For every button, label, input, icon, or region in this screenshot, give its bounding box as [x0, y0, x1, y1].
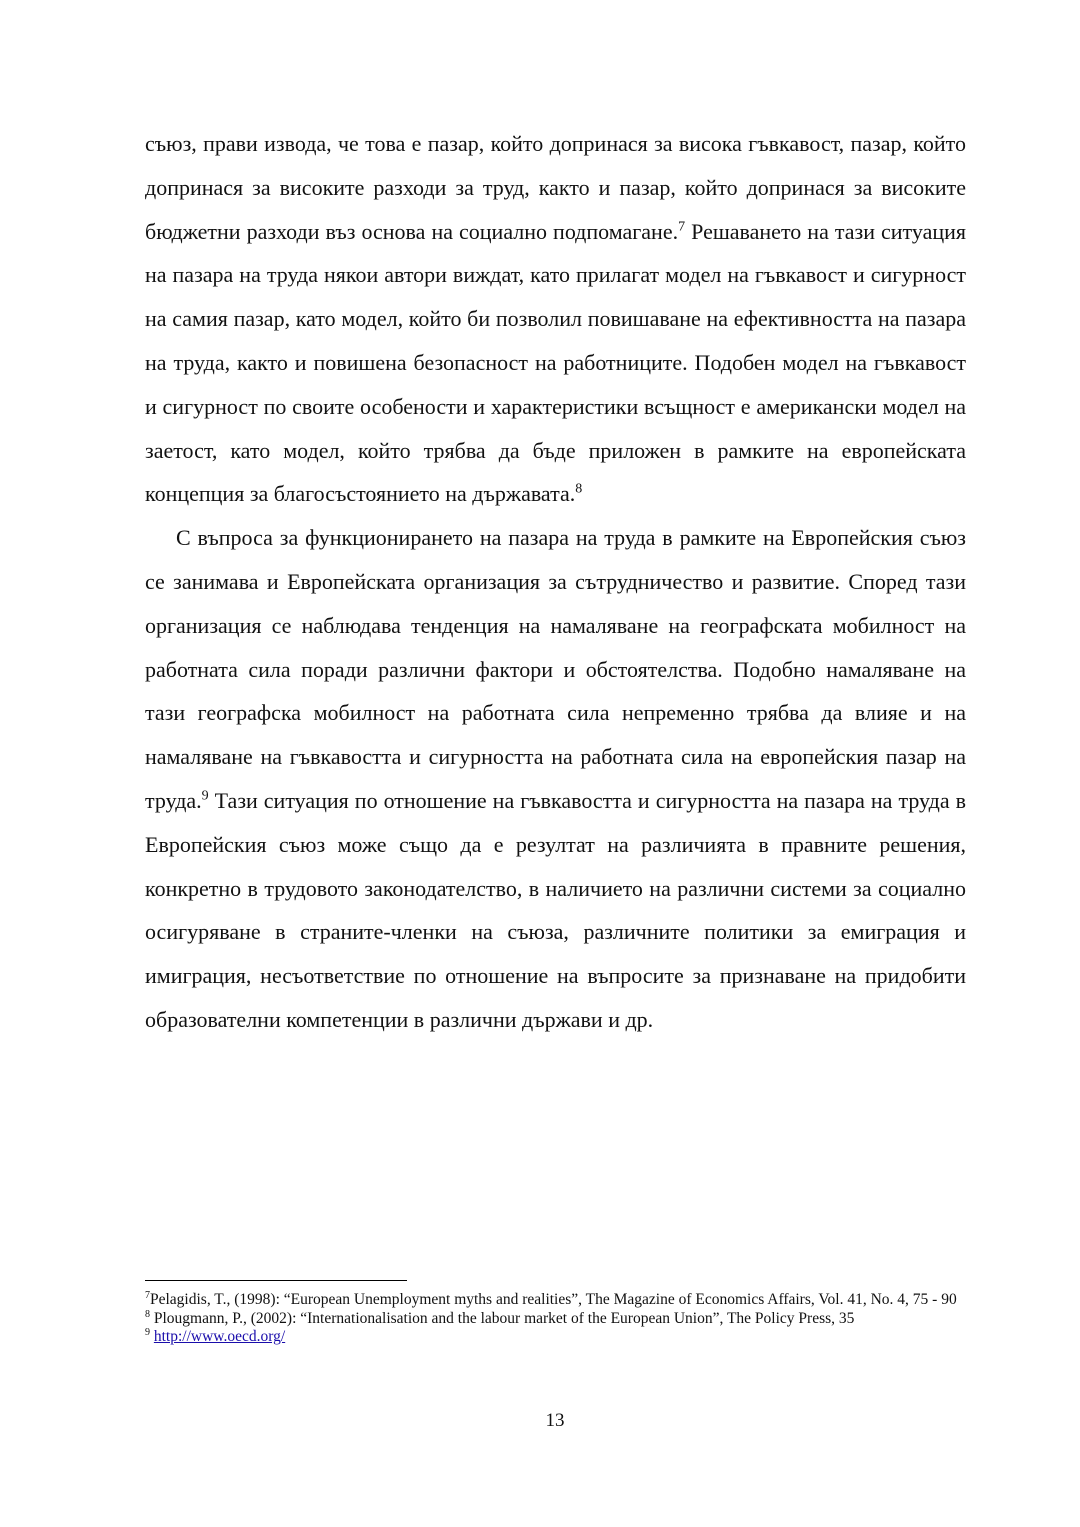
- footnote-ref-7[interactable]: 7: [678, 219, 686, 235]
- oecd-link[interactable]: http://www.oecd.org/: [153, 1328, 286, 1345]
- page-number: 13: [545, 1410, 565, 1431]
- footnote-number: 9: [145, 1326, 150, 1338]
- footnote-7: [145, 1291, 966, 1310]
- footnote-separator: [145, 1280, 407, 1281]
- footnotes: [145, 1280, 966, 1347]
- paragraph-2-text-b: Тази ситуация по отношение на гъвкавостта и сигурността на пазара на труда в Европейския съюз може също да е резултат на различията в правните решения, конкретно в трудовото законодателство, в наличието на различни системи за социално осигуряване в страните-членки на съюза, различните политики за емиграция и имиграция, несъответствие по отношение на въпросите за признаване на придобити образователни компетенции в различни държави и др.: [145, 787, 966, 1032]
- footnote-9: [145, 1328, 966, 1347]
- paragraph-1-text-b: Решаването на тази ситуация на пазара на труда някои автори виждат, като прилагат модел на гъвкавост и сигурност на самия пазар, като модел, който би позволил повишаване на ефективността на пазара на труда, както и повишена безопасност на работниците. Подобен модел на гъвкавост и сигурност по своите особености и характеристики всъщност е американски модел на заетост, като модел, който трябва да бъде приложен в рамките на европейската концепция за благосъстоянието на държавата.: [145, 218, 966, 507]
- footnote-ref-8[interactable]: 8: [575, 482, 583, 498]
- paragraph-2-text-a: С въпроса за функционирането на пазара на труда в рамките на Европейския съюз се занимава и Европейската организация за сътрудничество и развитие. Според тази организация се наблюдава тенденция на намаляване на географската мобилност на работната сила поради различни фактори и обстоятелства. Подобно намаляване на тази географска мобилност на работната сила непременно трябва да влияе и на намаляване на гъвкавостта и сигурността на работната сила на европейския пазар на труда.: [145, 525, 966, 813]
- paragraph-1: [145, 122, 966, 516]
- document-body: [145, 122, 966, 1042]
- paragraph-2: [145, 516, 966, 1042]
- footnote-number: 7: [145, 1289, 150, 1301]
- footnote-number: 8: [145, 1308, 150, 1320]
- footnote-ref-9[interactable]: 9: [201, 788, 209, 804]
- paragraph-1-text-a: съюз, прави извода, че това е пазар, който допринася за висока гъвкавост, пазар, който допринася за високите разходи за труд, както и пазар, който допринася за високите бюджетни разходи въз основа на социално подпомагане.: [145, 131, 966, 244]
- footnote-text: Plougmann, P., (2002): “Internationalisation and the labour market of the European Union”, The Policy Press, 35: [150, 1309, 855, 1327]
- footnote-8: [145, 1310, 966, 1329]
- footnote-text: Pelagidis, T., (1998): “European Unemployment myths and realities”, The Magazine of Economics Affairs, Vol. 41, No. 4, 75 - 90: [150, 1291, 957, 1308]
